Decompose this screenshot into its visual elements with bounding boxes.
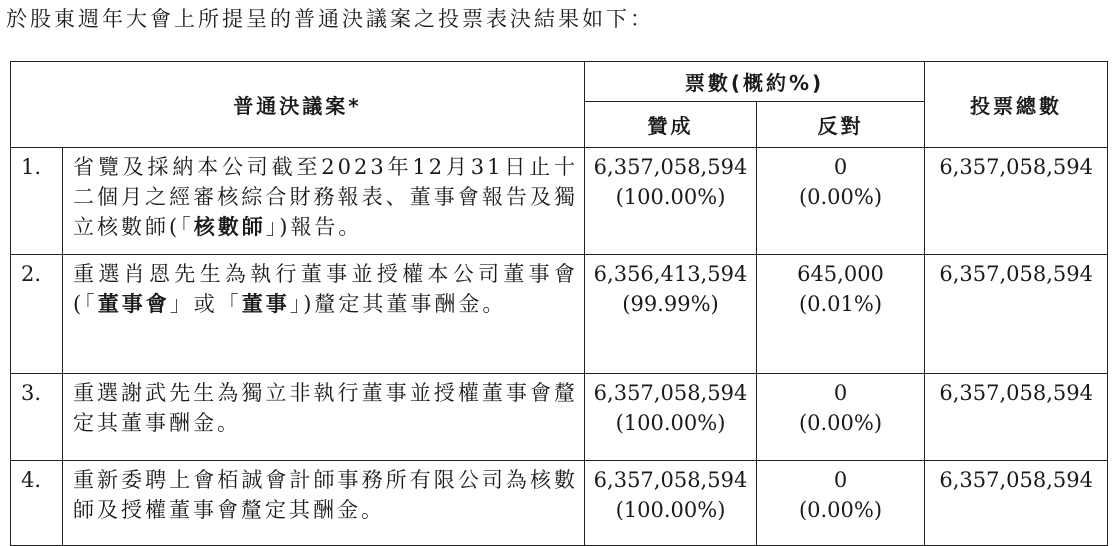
header-votes: 票數(概約%): [585, 62, 925, 102]
against-cell: [757, 461, 925, 546]
header-against: 反對: [757, 102, 925, 148]
for-percent: (100.00%): [615, 498, 726, 522]
header-row-top: [11, 62, 1108, 102]
against-cell: [757, 374, 925, 461]
total-votes: 6,357,058,594: [925, 461, 1108, 546]
against-votes: 645,000: [797, 262, 884, 286]
against-percent: (0.00%): [798, 185, 883, 209]
resolution-number: 4.: [11, 461, 63, 546]
for-votes: 6,356,413,594: [593, 262, 748, 286]
total-votes: 6,357,058,594: [925, 255, 1108, 374]
for-percent: (99.99%): [622, 292, 719, 316]
for-cell: [585, 148, 757, 255]
for-votes: 6,357,058,594: [593, 155, 748, 179]
for-cell: [585, 374, 757, 461]
for-percent: (100.00%): [615, 411, 726, 435]
for-cell: [585, 255, 757, 374]
resolution-number: 2.: [11, 255, 63, 374]
against-percent: (0.00%): [798, 411, 883, 435]
against-votes: 0: [833, 381, 848, 405]
table-row: [11, 255, 1108, 374]
resolution-description: 重新委聘上會栢誠會計師事務所有限公司為核數師及授權董事會釐定其酬金。: [63, 461, 585, 546]
against-votes: 0: [833, 468, 848, 492]
resolution-number: 3.: [11, 374, 63, 461]
against-percent: (0.01%): [798, 292, 883, 316]
header-for: 贊成: [585, 102, 757, 148]
resolution-description: 重選肖恩先生為執行董事並授權本公司董事會(「董事會」或「董事」)釐定其董事酬金。: [63, 255, 585, 374]
table-row: [11, 461, 1108, 546]
for-percent: (100.00%): [615, 185, 726, 209]
table-row: [11, 148, 1108, 255]
intro-text: 於股東週年大會上所提呈的普通決議案之投票表決結果如下：: [6, 7, 654, 31]
total-votes: 6,357,058,594: [925, 148, 1108, 255]
for-votes: 6,357,058,594: [593, 381, 748, 405]
for-cell: [585, 461, 757, 546]
resolution-description: 重選謝武先生為獨立非執行董事並授權董事會釐定其董事酬金。: [63, 374, 585, 461]
resolution-number: 1.: [11, 148, 63, 255]
total-votes: 6,357,058,594: [925, 374, 1108, 461]
resolution-description: 省覽及採納本公司截至2023年12月31日止十二個月之經審核綜合財務報表、董事會報告及獨立核數師(「核數師」)報告。: [63, 148, 585, 255]
header-total: 投票總數: [925, 62, 1108, 148]
against-cell: [757, 255, 925, 374]
poll-results-table: [10, 61, 1108, 546]
against-cell: [757, 148, 925, 255]
against-votes: 0: [833, 155, 848, 179]
header-resolution: 普通決議案*: [11, 62, 585, 148]
table-row: [11, 374, 1108, 461]
for-votes: 6,357,058,594: [593, 468, 748, 492]
against-percent: (0.00%): [798, 498, 883, 522]
